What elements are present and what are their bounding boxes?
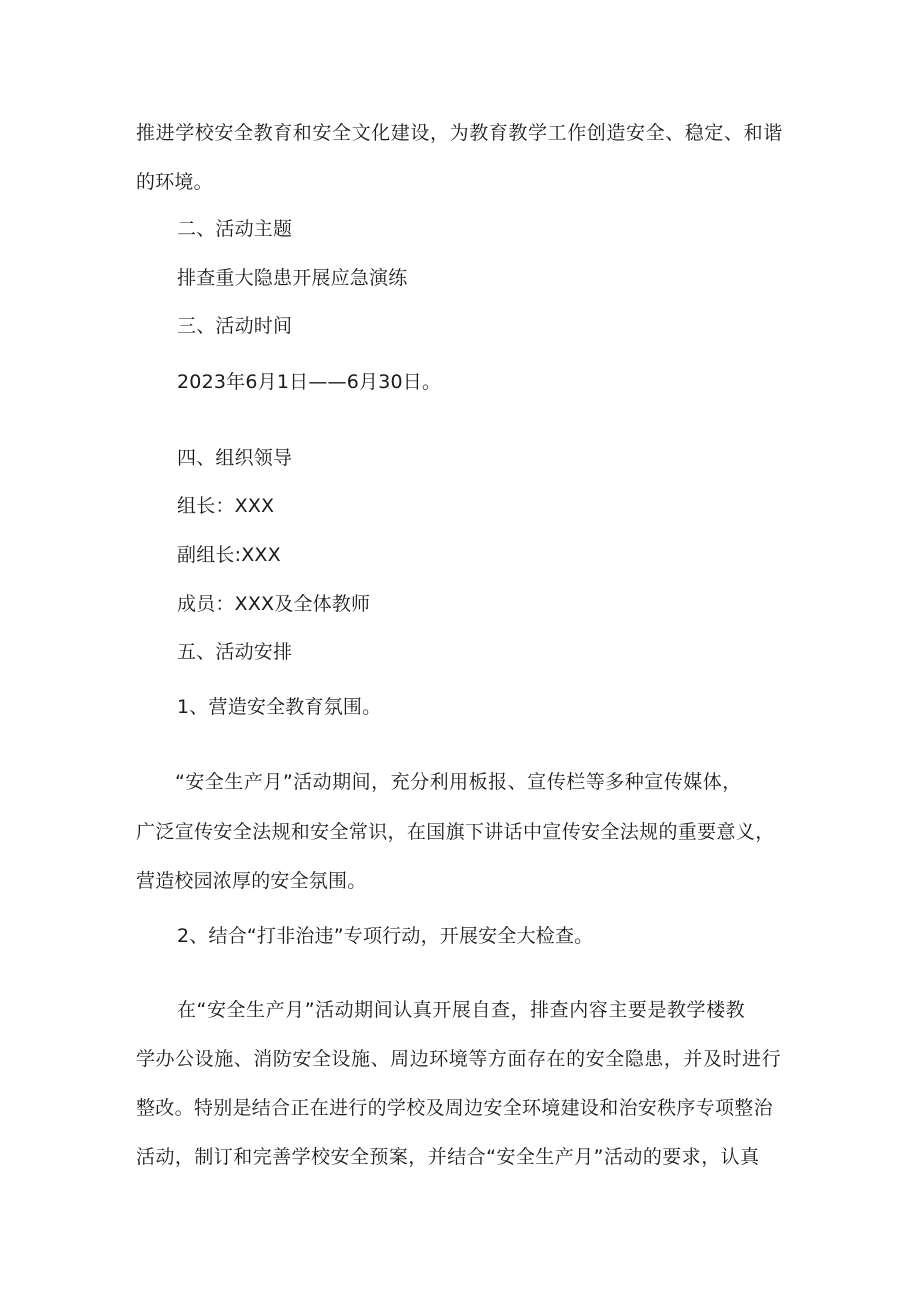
paragraph-inspection-line-1: 在“安全生产月”活动期间认真开展自查，排查内容主要是教学楼教	[177, 999, 746, 1021]
paragraph-inspection-line-3: 整改。特别是结合正在进行的学校及周边安全环境建设和治安秩序专项整治	[136, 1097, 773, 1119]
paragraph-inspection-line-2: 学办公设施、消防安全设施、周边环境等方面存在的安全隐患，并及时进行	[136, 1048, 782, 1070]
subheading-inspection: 2、结合“打非治违”专项行动，开展安全大检查。	[177, 925, 594, 947]
section-heading-arrangement: 五、活动安排	[177, 641, 293, 663]
members-text: 成员：XXX及全体教师	[177, 593, 371, 615]
paragraph-inspection-line-4: 活动，制订和完善学校安全预案，并结合“安全生产月”活动的要求，认真	[136, 1146, 760, 1168]
paragraph-atmosphere-line-1: “安全生产月”活动期间，充分利用板报、宣传栏等多种宣传媒体，	[175, 771, 742, 793]
paragraph-intro-line-2: 的环境。	[136, 171, 213, 193]
deputy-leader-text: 副组长:XXX	[177, 544, 281, 566]
leader-text: 组长：XXX	[177, 495, 275, 517]
subheading-atmosphere: 1、营造安全教育氛围。	[177, 696, 382, 718]
section-heading-leadership: 四、组织领导	[177, 447, 293, 469]
theme-text: 排查重大隐患开展应急演练	[177, 267, 408, 289]
time-text: 2023年6月1日——6月30日。	[177, 371, 442, 393]
paragraph-atmosphere-line-2: 广泛宣传安全法规和安全常识，在国旗下讲话中宣传安全法规的重要意义，	[136, 821, 775, 843]
paragraph-intro-line-1: 推进学校安全教育和安全文化建设，为教育教学工作创造安全、稳定、和谐	[136, 122, 783, 144]
section-heading-time: 三、活动时间	[177, 315, 293, 337]
section-heading-theme: 二、活动主题	[177, 218, 293, 240]
paragraph-atmosphere-line-3: 营造校园浓厚的安全氛围。	[136, 870, 367, 892]
